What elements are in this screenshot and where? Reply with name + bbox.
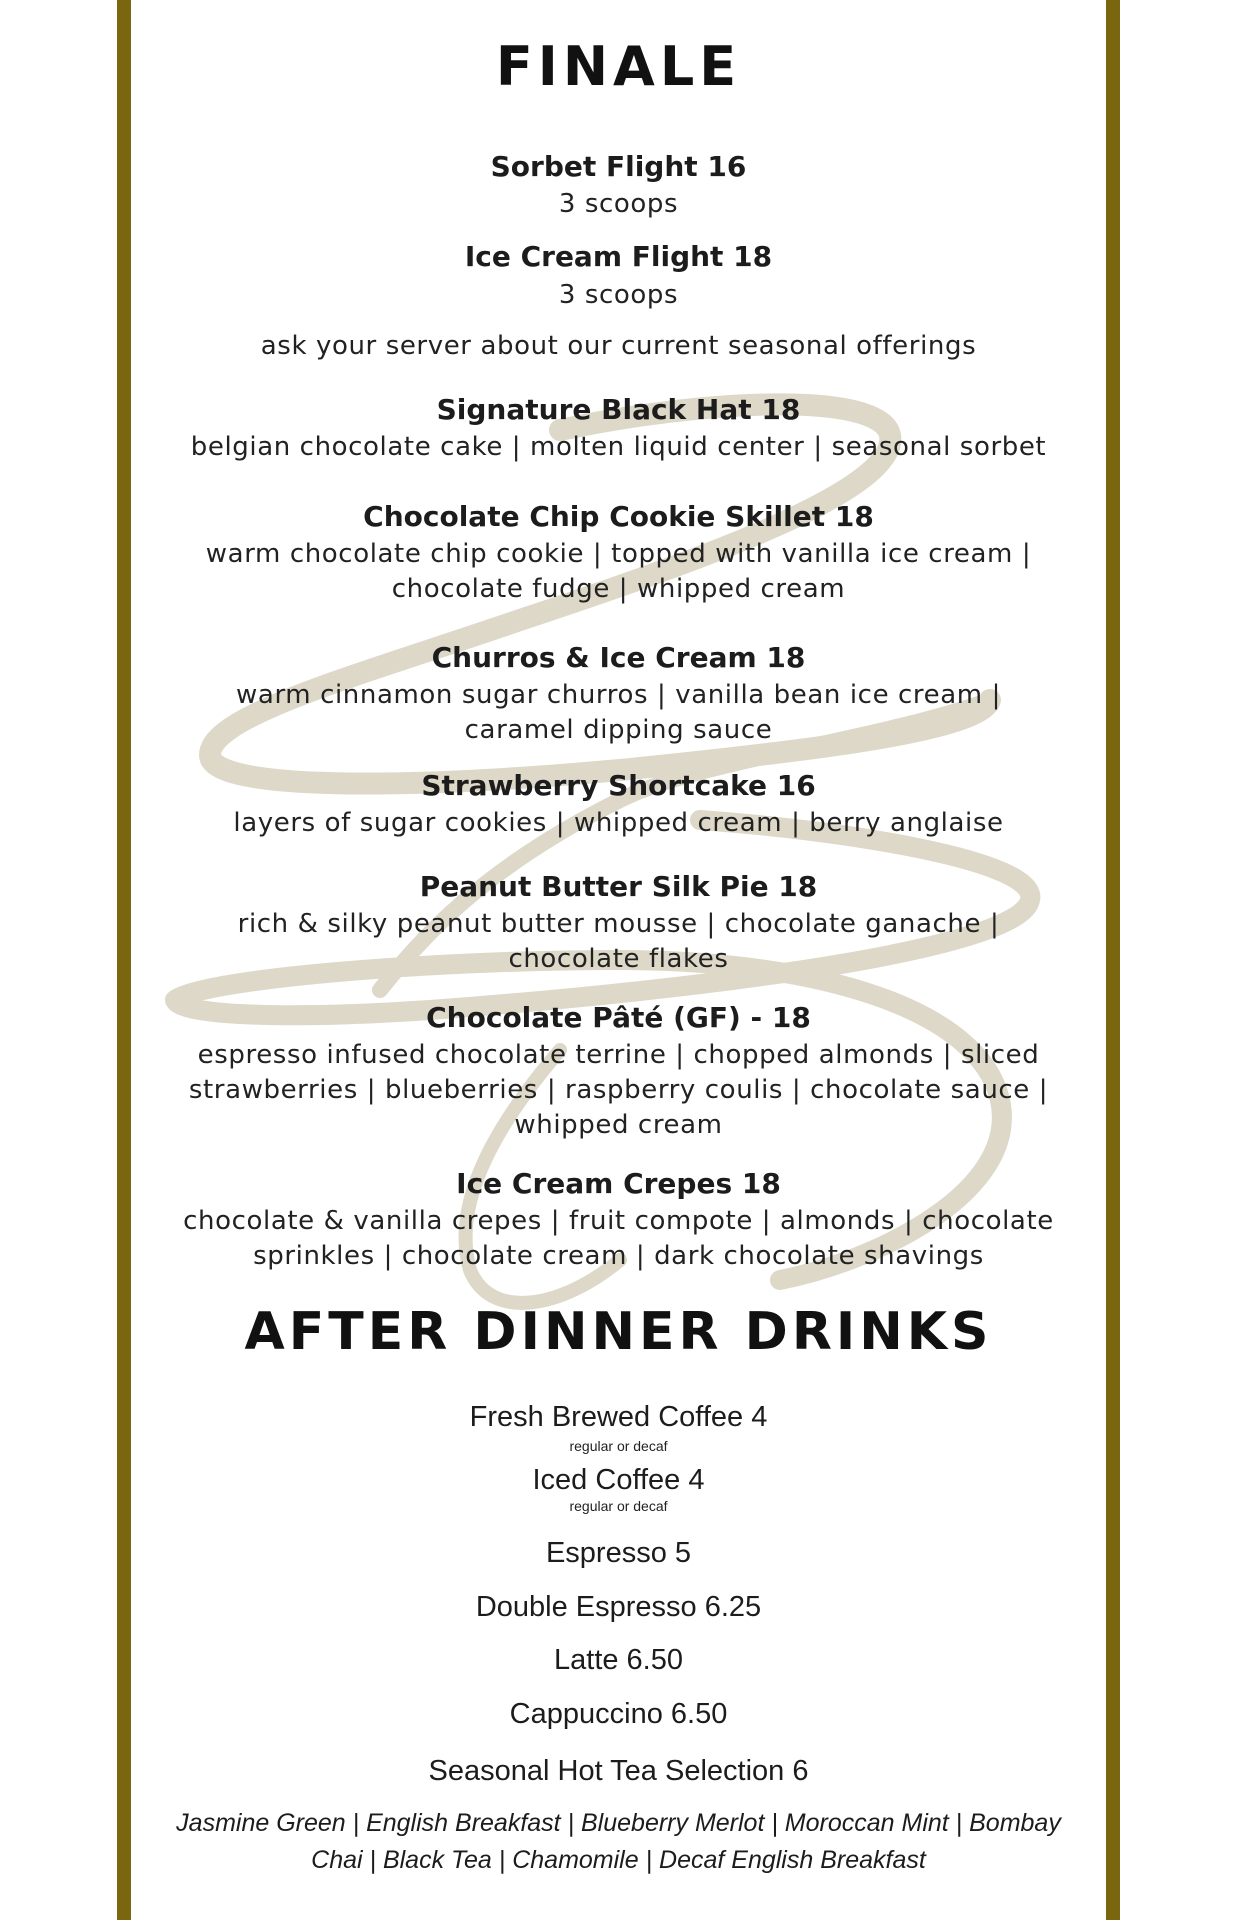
tea-list-line-2: Chai | Black Tea | Chamomile | Decaf English Breakfast (311, 1846, 926, 1874)
item-description: 3 scoops (558, 280, 679, 310)
item-name: Signature Black Hat 18 (436, 393, 801, 426)
drink-note: regular or decaf (569, 1498, 668, 1514)
item-description-line-1: espresso infused chocolate terrine | chopped almonds | sliced (197, 1040, 1040, 1070)
left-border-rule (117, 0, 131, 1920)
item-name: Ice Cream Flight 18 (464, 240, 773, 273)
item-name: Chocolate Pâté (GF) - 18 (426, 1001, 811, 1034)
tea-list-line-1: Jasmine Green | English Breakfast | Blueberry Merlot | Moroccan Mint | Bombay (176, 1809, 1061, 1837)
item-name: Chocolate Chip Cookie Skillet 18 (363, 500, 874, 533)
item-description-line-2: chocolate flakes (508, 944, 729, 974)
item-description-line-1: warm chocolate chip cookie | topped with vanilla ice cream | (205, 539, 1032, 569)
item-description-line-1: warm cinnamon sugar churros | vanilla bean ice cream | (236, 680, 1001, 710)
finale-heading: FINALE (495, 35, 742, 98)
item-description-line-2: chocolate fudge | whipped cream (391, 574, 846, 604)
drink-item-seasonal-hot-tea: Seasonal Hot Tea Selection 6 (428, 1755, 809, 1787)
item-description-line-3: whipped cream (514, 1110, 723, 1140)
item-description: layers of sugar cookies | whipped cream | berry anglaise (233, 808, 1004, 838)
drink-item-espresso: Espresso 5 (545, 1537, 692, 1569)
item-name: Ice Cream Crepes 18 (456, 1167, 781, 1200)
seasonal-note-text: ask your server about our current seasonal offerings (260, 331, 977, 361)
item-description-line-2: caramel dipping sauce (464, 715, 773, 745)
item-name: Churros & Ice Cream 18 (431, 641, 806, 674)
item-description-line-1: rich & silky peanut butter mousse | chocolate ganache | (237, 909, 1000, 939)
item-description-line-2: sprinkles | chocolate cream | dark chocolate shavings (253, 1241, 984, 1271)
item-description-line-2: strawberries | blueberries | raspberry coulis | chocolate sauce | (188, 1075, 1049, 1105)
drinks-heading: AFTER DINNER DRINKS (244, 1302, 993, 1362)
item-description-line-1: chocolate & vanilla crepes | fruit compote | almonds | chocolate (183, 1206, 1054, 1236)
drink-item-cappuccino: Cappuccino 6.50 (509, 1698, 728, 1730)
drink-item-latte: Latte 6.50 (554, 1644, 683, 1676)
drink-note: regular or decaf (569, 1438, 668, 1454)
item-name: Sorbet Flight 16 (490, 150, 747, 183)
right-border-rule (1106, 0, 1120, 1920)
menu-sheet (131, 0, 1106, 1920)
item-name: Peanut Butter Silk Pie 18 (419, 870, 818, 903)
drink-item-double-espresso: Double Espresso 6.25 (475, 1591, 762, 1623)
item-description: 3 scoops (558, 189, 679, 219)
drink-name: Iced Coffee 4 (532, 1464, 705, 1496)
item-description: belgian chocolate cake | molten liquid center | seasonal sorbet (190, 432, 1047, 462)
drink-name: Fresh Brewed Coffee 4 (469, 1401, 768, 1433)
item-name: Strawberry Shortcake 16 (421, 769, 816, 802)
